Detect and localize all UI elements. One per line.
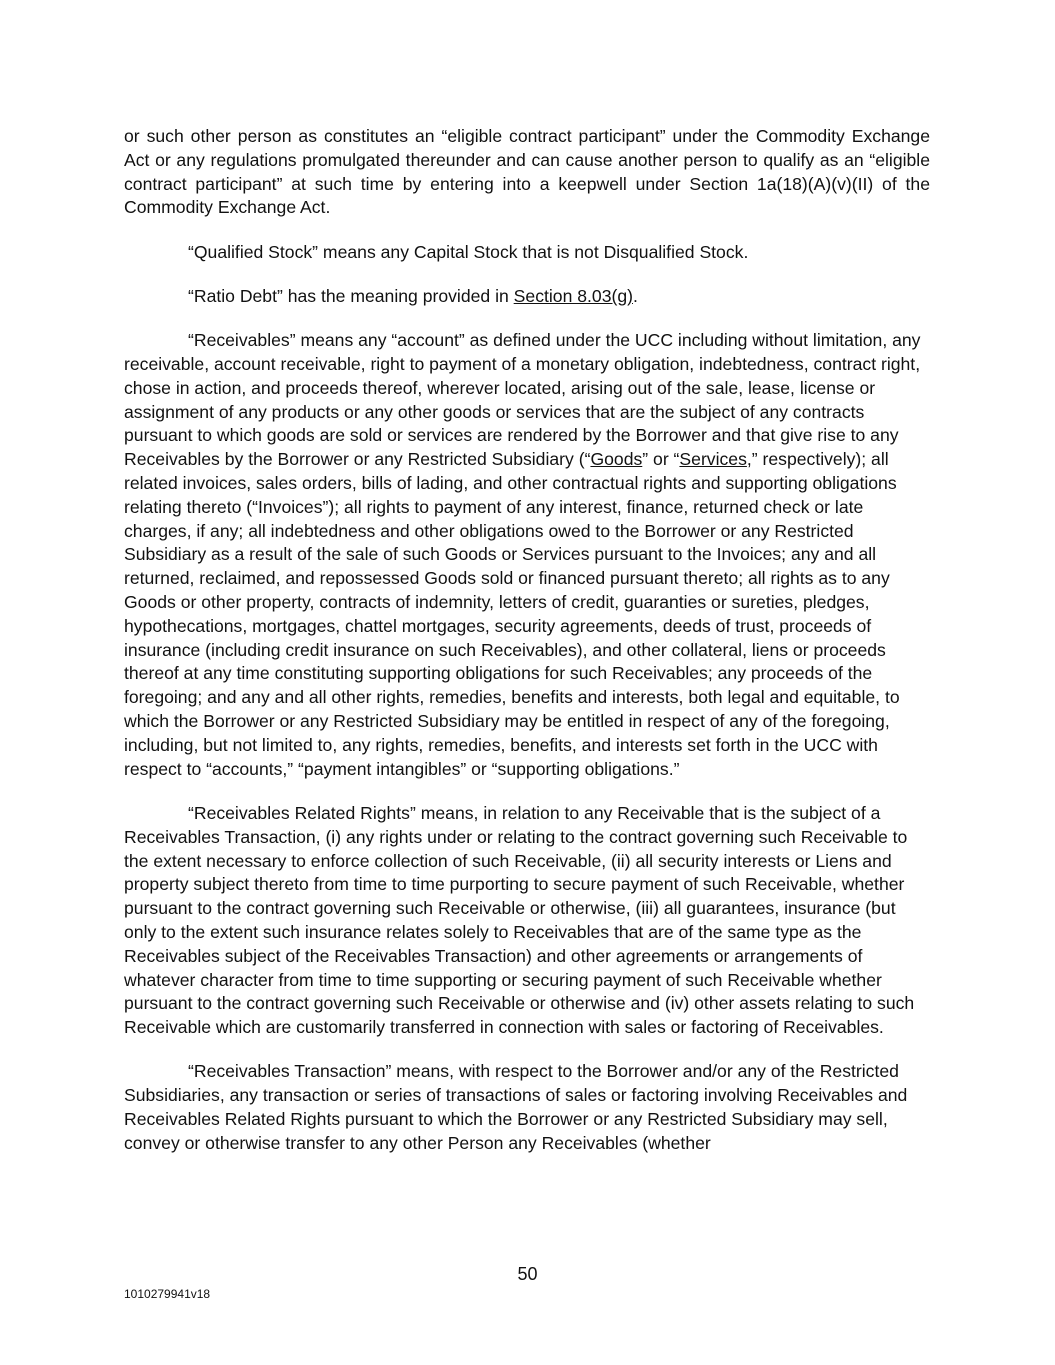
- page-number: 50: [517, 1264, 538, 1284]
- document-body: [124, 125, 930, 1176]
- paragraph-text: “Qualified Stock” means any Capital Stock that is not Disqualified Stock.: [188, 241, 749, 262]
- definition-receivables-related-rights: [124, 802, 930, 1040]
- paragraph-text: ,” respectively); all related invoices, sales orders, bills of lading, and other contractual rights and supporting obligations relating thereto (“Invoices”); all rights to payment of any interest, finance, returned check or late charges, if any; all indebtedness and other obligations owed to the Borrower or any Restricted Subsidiary as a result of the sale of such Goods or Services pursuant to the Invoices; any and all returned, reclaimed, and repossessed Goods sold or financed pursuant thereto; all rights as to any Goods or other property, contracts of indemnity, letters of credit, guaranties or sureties, pledges, hypothecations, mortgages, chattel mortgages, security agreements, deeds of trust, proceeds of insurance (including credit insurance on such Receivables), and other collateral, liens or proceeds thereof at any time constituting supporting obligations for such Receivables; any proceeds of the foregoing; and any and all other rights, remedies, benefits and interests, both legal and equitable, to which the Borrower or any Restricted Subsidiary may be entitled in respect of any of the foregoing, including, but not limited to, any rights, remedies, benefits, and interests set forth in the UCC with respect to “accounts,” “payment intangibles” or “supporting obligations.”: [124, 449, 900, 779]
- defined-term-services: Services: [679, 449, 747, 470]
- defined-term-goods: Goods: [590, 449, 643, 470]
- paragraph-text: “Receivables Transaction” means, with respect to the Borrower and/or any of the Restricted Subsidiaries, any transaction or series of transactions of sales or factoring involving Receivables and Receivables Related Rights pursuant to which the Borrower or any Restricted Subsidiary may sell, convey or otherwise transfer to any other Person any Receivables (whether: [124, 1061, 908, 1153]
- definition-receivables-transaction: [124, 1060, 930, 1155]
- definition-receivables: [124, 329, 930, 781]
- paragraph-text: ” or “: [642, 449, 680, 470]
- paragraph-text: “Receivables” means any “account” as defined under the UCC including without limitation, any receivable, account receivable, right to payment of a monetary obligation, indebtedness, contract right, chose in action, and proceeds thereof, wherever located, arising out of the sale, lease, license or assignment of any products or any other goods or services that are the subject of any contracts pursuant to which goods are sold or services are rendered by the Borrower and that give rise to any Receivables by the Borrower or any Restricted Subsidiary (“: [124, 330, 921, 470]
- section-reference-link[interactable]: Section 8.03(g): [513, 285, 633, 306]
- paragraph-text: or such other person as constitutes an “eligible contract participant” under the Commodity Exchange Act or any regulations promulgated thereunder and can cause another person to qualify as an “eligible contract participant” at such time by entering into a keepwell under Section 1a(18)(A)(v)(II) of the Commodity Exchange Act.: [124, 126, 930, 218]
- paragraph-text: “Ratio Debt” has the meaning provided in: [188, 285, 514, 306]
- paragraph-text: .: [633, 285, 638, 306]
- document-id: 1010279941v18: [124, 1287, 211, 1301]
- definition-ratio-debt: [124, 285, 930, 309]
- paragraph-text: “Receivables Related Rights” means, in relation to any Receivable that is the subject of a Receivables Transaction, (i) any rights under or relating to the contract governing such Receivable to the extent necessary to enforce collection of such Receivable, (ii) all security interests or Liens and property subject thereto from time to time purporting to secure payment of such Receivable, whether pursuant to the contract governing such Receivable or otherwise, (iii) all guarantees, insurance (but only to the extent such insurance relates solely to Receivables that are of the same type as the Receivables subject of the Receivables Transaction) and other agreements or arrangements of whatever character from time to time supporting or securing payment of such Receivable whether pursuant to the contract governing such Receivable or otherwise and (iv) other assets relating to such Receivable which are customarily transferred in connection with sales or factoring of Receivables.: [124, 802, 915, 1038]
- paragraph-eligible-contract-participant: [124, 125, 930, 220]
- definition-qualified-stock: [124, 241, 930, 265]
